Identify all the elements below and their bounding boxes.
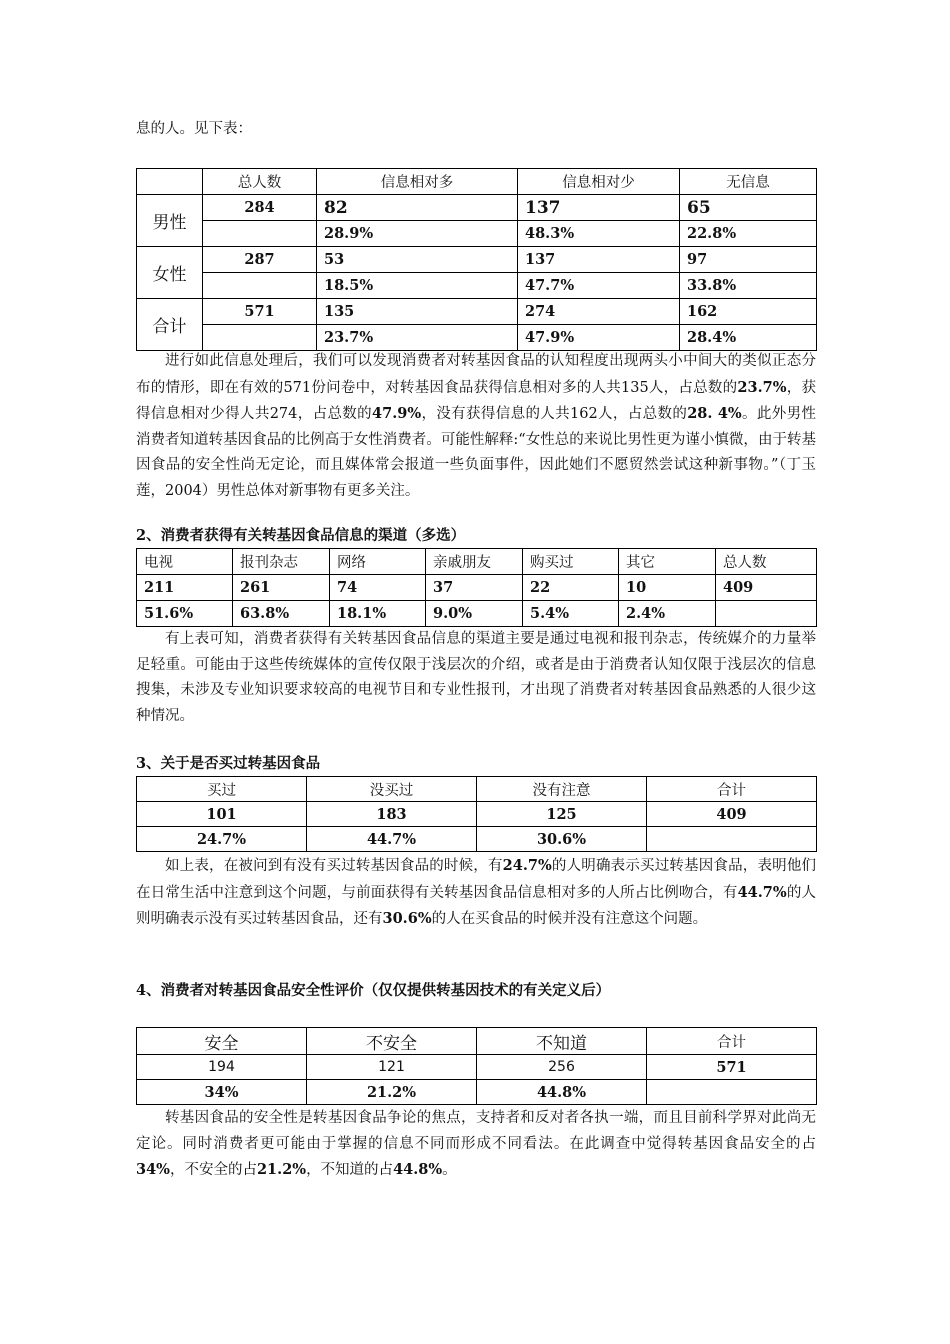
table-header-cell: 无信息 <box>680 169 817 195</box>
analysis-paragraph-4 <box>136 1106 816 1184</box>
table-row <box>137 827 817 852</box>
table-cell: 194 <box>137 1055 307 1080</box>
text-span: 如上表，在被问到有没有买过转基因食品的时候，有 <box>165 858 503 874</box>
table-cell: 65 <box>680 195 817 221</box>
table-cell: 571 <box>203 299 317 325</box>
table-cell: 409 <box>647 802 817 827</box>
table-row <box>137 1080 817 1105</box>
table-header-cell <box>137 169 203 195</box>
table-row <box>137 195 817 221</box>
table-header-cell: 合计 <box>647 1028 817 1055</box>
section-3-heading: 3、关于是否买过转基因食品 <box>136 755 321 772</box>
row-label-male: 男性 <box>137 195 203 247</box>
table-cell: 211 <box>137 575 233 601</box>
table-row <box>137 299 817 325</box>
table-cell: 28.9% <box>317 221 518 247</box>
table-header-cell: 网络 <box>330 549 426 575</box>
table-cell: 53 <box>317 247 518 273</box>
table-cell <box>203 221 317 247</box>
text-span: 。 <box>442 1162 457 1178</box>
table-cell: 22.8% <box>680 221 817 247</box>
row-label-female: 女性 <box>137 247 203 299</box>
table-header-row <box>137 169 817 195</box>
text-span: 的人在买食品的时候并没有注意这个问题。 <box>431 911 708 927</box>
table-cell: 44.7% <box>307 827 477 852</box>
table-cell: 37 <box>426 575 523 601</box>
table-cell: 82 <box>317 195 518 221</box>
section-2-heading: 2、消费者获得有关转基因食品信息的渠道（多选） <box>136 527 466 544</box>
table-header-row <box>137 1028 817 1055</box>
table-header-cell: 不知道 <box>477 1028 647 1055</box>
table-cell: 30.6% <box>477 827 647 852</box>
table-header-cell: 报刊杂志 <box>233 549 330 575</box>
table-cell: 21.2% <box>307 1080 477 1105</box>
table-cell: 137 <box>518 247 680 273</box>
table-cell <box>203 273 317 299</box>
table-header-cell: 电视 <box>137 549 233 575</box>
table-cell: 74 <box>330 575 426 601</box>
table-cell: 137 <box>518 195 680 221</box>
table-cell: 284 <box>203 195 317 221</box>
table-cell <box>647 827 817 852</box>
table-cell: 2.4% <box>619 601 716 627</box>
table-cell: 571 <box>647 1055 817 1080</box>
table-cell: 18.5% <box>317 273 518 299</box>
section-4-heading: 4、消费者对转基因食品安全性评价（仅仅提供转基因技术的有关定义后） <box>136 982 611 999</box>
text-span: 转基因食品的安全性是转基因食品争论的焦点，支持者和反对者各执一端，而且目前科学界对此尚无定论。同时消费者更可能由于掌握的信息不同而形成不同看法。在此调查中觉得转基因食品安全的占 <box>136 1110 816 1152</box>
table-header-cell: 没买过 <box>307 777 477 802</box>
table-header-row <box>137 549 817 575</box>
table-header-cell: 总人数 <box>203 169 317 195</box>
analysis-paragraph-1 <box>136 349 816 504</box>
text-span: 的人明确表示买过转基因食品，表明他们在日常生活中注意到这个问题，与前面获得有关转基因食品信息相对多的人所占比例吻合，有 <box>136 858 817 901</box>
table-cell: 9.0% <box>426 601 523 627</box>
analysis-paragraph-3 <box>136 853 816 933</box>
text-span: ，没有获得信息的人共162人，占总数的 <box>421 406 688 422</box>
table-header-cell: 购买过 <box>523 549 619 575</box>
text-span: ，不安全的占 <box>169 1162 257 1178</box>
table-cell: 121 <box>307 1055 477 1080</box>
table-row <box>137 802 817 827</box>
percent-highlight: 47.9% <box>372 405 422 422</box>
text-span: ，获得信息相对少得人共274，占总数的 <box>136 379 816 422</box>
table-header-cell: 信息相对少 <box>518 169 680 195</box>
table-cell: 183 <box>307 802 477 827</box>
table-cell: 101 <box>137 802 307 827</box>
text-span: 的人则明确表示没有买过转基因食品，还有 <box>136 884 817 927</box>
percent-highlight: 28. 4% <box>687 405 742 422</box>
table-cell: 33.8% <box>680 273 817 299</box>
table-cell: 261 <box>233 575 330 601</box>
table-cell: 97 <box>680 247 817 273</box>
percent-highlight: 34% <box>136 1161 170 1178</box>
table-header-cell: 不安全 <box>307 1028 477 1055</box>
table-row <box>137 1055 817 1080</box>
percent-highlight: 44.7% <box>737 883 787 901</box>
percent-highlight: 24.7% <box>502 857 552 874</box>
table-cell: 274 <box>518 299 680 325</box>
text-span: 。此外男性消费者知道转基因食品的比例高于女性消费者。可能性解释:“女性总的来说比男性更为谨小慎微，由于转基因食品的安全性尚无定论，而且媒体常会报道一些负面事件，因此她们不愿贸然尝试这种新事物。”（丁玉莲，2004）男性总体对新事物有更多关注。 <box>136 406 816 499</box>
table-cell <box>203 325 317 351</box>
intro-line: 息的人。见下表： <box>136 121 252 137</box>
table-cell: 63.8% <box>233 601 330 627</box>
table-header-cell: 亲戚朋友 <box>426 549 523 575</box>
table-cell: 48.3% <box>518 221 680 247</box>
analysis-paragraph-2: 有上表可知，消费者获得有关转基因食品信息的渠道主要是通过电视和报刊杂志，传统媒介的力量举足轻重。可能由于这些传统媒体的宣传仅限于浅层次的介绍，或者是由于消费者认知仅限于浅层次的信息搜集，未涉及专业知识要求较高的电视节目和专业性报刊，才出现了消费者对转基因食品熟悉的人很少这种情况。 <box>136 631 816 724</box>
text-span: ，不知道的占 <box>306 1162 394 1178</box>
table-row <box>137 575 817 601</box>
channel-table <box>136 548 817 627</box>
table-header-cell: 安全 <box>137 1028 307 1055</box>
table-row <box>137 325 817 351</box>
table-cell: 24.7% <box>137 827 307 852</box>
table-header-cell: 买过 <box>137 777 307 802</box>
table-cell: 125 <box>477 802 647 827</box>
table-header-cell: 总人数 <box>716 549 817 575</box>
info-level-table <box>136 168 817 351</box>
table-row <box>137 601 817 627</box>
table-cell: 287 <box>203 247 317 273</box>
table-header-cell: 信息相对多 <box>317 169 518 195</box>
table-cell: 5.4% <box>523 601 619 627</box>
table-cell: 409 <box>716 575 817 601</box>
table-cell: 135 <box>317 299 518 325</box>
table-cell: 47.9% <box>518 325 680 351</box>
percent-highlight: 44.8% <box>393 1161 443 1178</box>
table-row <box>137 221 817 247</box>
row-label-total: 合计 <box>137 299 203 351</box>
table-cell: 18.1% <box>330 601 426 627</box>
table-cell <box>716 601 817 627</box>
purchase-table <box>136 776 817 852</box>
percent-highlight: 30.6% <box>382 910 432 927</box>
table-row <box>137 273 817 299</box>
table-header-row <box>137 777 817 802</box>
table-cell: 44.8% <box>477 1080 647 1105</box>
table-cell: 28.4% <box>680 325 817 351</box>
percent-highlight: 21.2% <box>256 1161 307 1178</box>
table-cell: 162 <box>680 299 817 325</box>
percent-highlight: 23.7% <box>737 378 787 396</box>
table-cell: 22 <box>523 575 619 601</box>
safety-table <box>136 1027 817 1105</box>
table-cell: 10 <box>619 575 716 601</box>
table-header-cell: 没有注意 <box>477 777 647 802</box>
table-cell: 256 <box>477 1055 647 1080</box>
table-header-cell: 合计 <box>647 777 817 802</box>
table-cell: 34% <box>137 1080 307 1105</box>
table-cell: 23.7% <box>317 325 518 351</box>
table-header-cell: 其它 <box>619 549 716 575</box>
table-cell: 47.7% <box>518 273 680 299</box>
table-row <box>137 247 817 273</box>
table-cell: 51.6% <box>137 601 233 627</box>
text-span: 进行如此信息处理后，我们可以发现消费者对转基因食品的认知程度出现两头小中间大的类似正态分布的情形，即在有效的571份问卷中，对转基因食品获得信息相对多的人共135人，占总数的 <box>136 353 816 396</box>
table-cell <box>647 1080 817 1105</box>
